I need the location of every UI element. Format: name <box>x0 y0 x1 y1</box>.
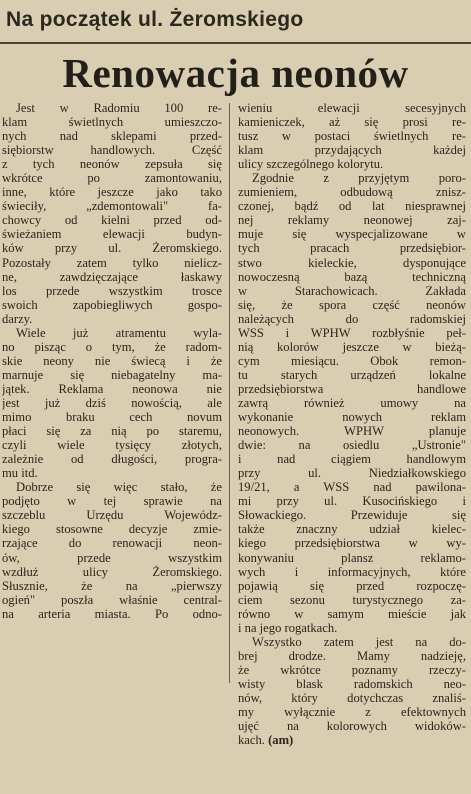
text-line: marnuje się niebagatelny ma- <box>2 367 222 382</box>
text-line: ogień" poszła właśnie central- <box>2 592 222 607</box>
text-line: kiego przedsiębiorstwa w wy- <box>238 536 466 551</box>
text-line: pojawią się przed rozpoczę- <box>238 578 466 593</box>
text-line: należących do radomskiej <box>238 311 466 326</box>
text-line: ulicy szczególnego kolorytu. <box>238 157 384 172</box>
text-line: kamieniczek, aż się prosi re- <box>238 115 466 130</box>
text-line: nów, który dotychczas znaliś- <box>238 690 466 705</box>
text-line: Jest w Radomiu 100 re- <box>16 101 222 115</box>
text-line: inne, które jeszcze jako tako <box>2 185 222 200</box>
column-divider <box>229 103 230 683</box>
text-line: swoich zapobiegliwych gospo- <box>2 297 222 312</box>
text-line: siębiorstw handlowych. Część <box>2 143 222 158</box>
text-line: podjęto w tej sprawie na <box>2 494 222 509</box>
text-line: Wiele już atramentu wyla- <box>16 325 222 340</box>
text-line: los przede wszystkim trosce <box>2 283 222 298</box>
text-line: no pisząc o tym, że radom- <box>2 339 222 354</box>
text-line: WSS i WPHW rozbłyśnie peł- <box>238 325 466 340</box>
text-line: nych nad sklepami przed- <box>2 129 222 144</box>
text-line: ów, przede wszystkim <box>2 550 222 565</box>
text-line: Dobrze się więc stało, że <box>16 480 222 495</box>
text-line: klam przydających każdej <box>238 143 466 158</box>
text-line: jest już dziś nowością, ale <box>2 395 222 410</box>
text-line: także znaczny udział kielec- <box>238 522 466 537</box>
text-line: my wyłącznie z efektownych <box>238 705 466 720</box>
text-line: kach. (am) <box>238 733 294 748</box>
text-line: wkrótce po zamontowaniu, <box>2 171 222 186</box>
text-line: z tych neonów zepsuła się <box>2 157 222 172</box>
text-line: wykonanie nowych reklam <box>238 410 466 425</box>
text-line: ciem sezonu turystycznego za- <box>238 592 466 607</box>
text-line: darzy. <box>2 311 33 326</box>
text-line: przedsiębiorstwa handlowe <box>238 381 466 396</box>
right-column <box>238 101 466 747</box>
text-line: wisty blask radomskich neo- <box>238 676 466 691</box>
text-line: czyli wiele tysięcy złotych, <box>2 438 222 453</box>
text-line: mimo braku cech novum <box>2 410 222 425</box>
text-line: brej drodze. Mamy nadzieję, <box>238 648 466 663</box>
text-line: klam świetlnych umieszczo- <box>2 115 222 130</box>
author-signature: (am) <box>268 733 294 748</box>
text-line: neonowych. WPHW planuje <box>238 424 466 439</box>
text-line: świeżaniem elewacji budyn- <box>2 227 222 242</box>
article-headline: Renowacja neonów <box>62 50 409 96</box>
text-line: ne, zawdzięczające łaskawy <box>2 269 222 284</box>
text-line: ujęć na kolorowych widoków- <box>238 719 466 734</box>
text-line: w Starachowicach. Zakłada <box>238 283 466 298</box>
text-line: wzdłuż ulicy Żeromskiego. <box>2 564 222 579</box>
text-line: mu itd. <box>2 466 38 481</box>
text-line: konywaniu plansz reklamo- <box>238 550 466 565</box>
text-line: rzające do renowacji neon- <box>2 536 222 551</box>
text-line: zumieniem, odbudową znisz- <box>238 185 466 200</box>
text-line: stwo kieleckie, dysponujące <box>238 255 466 270</box>
text-line: nią kolorów jeszcze w bieżą- <box>238 339 466 354</box>
text-line: wieniu elewacji secesyjnych <box>238 101 466 115</box>
text-line: Wszystko zatem jest na do- <box>252 634 466 649</box>
text-line: skie neony nie świecą i że <box>2 353 222 368</box>
text-line: szczeblu Urzędu Wojewódz- <box>2 508 222 523</box>
text-line: cym miesiącu. Obok remon- <box>238 353 466 368</box>
text-line: kiego stosowne decyzje zmie- <box>2 522 222 537</box>
text-line: zawrą również umowy na <box>238 395 466 410</box>
text-line: nej reklamy neonowej zaj- <box>238 213 466 228</box>
text-line: chowcy od kielni przed od- <box>2 213 222 228</box>
text-line: jątek. Reklama neonowa nie <box>2 381 222 396</box>
text-line: i na jego rogatkach. <box>238 620 338 635</box>
text-line: czonej, bądź od lat niesprawnej <box>238 199 466 214</box>
text-line: 19/21, a WSS nad pawilona- <box>238 480 466 495</box>
text-line: Pozostały zatem tylko nielicz- <box>2 255 222 270</box>
text-line: tusz w postaci świetlnych re- <box>238 129 466 144</box>
text-line: Słowackiego. Przewiduje się <box>238 508 466 523</box>
text-line: tych pracach przedsiębior- <box>238 241 466 256</box>
text-line: nowoczesną bazą techniczną <box>238 269 466 284</box>
text-line: płaci się za nią po staremu, <box>2 424 222 439</box>
text-line: Słusznie, że na „pierwszy <box>2 578 222 593</box>
text-line: że wkrótce poznamy rzeczy- <box>238 662 466 677</box>
text-line: mi przy ul. Kusocińskiego i <box>238 494 466 509</box>
text-line: równo w samym mieście jak <box>238 606 466 621</box>
text-line: przy ul. Niedziałkowskiego <box>238 466 466 481</box>
text-line: się, że spora część neonów <box>238 297 466 312</box>
kicker-heading: Na początek ul. Żeromskiego <box>6 8 304 31</box>
text-line: muje się wyspecjalizowane w <box>238 227 466 242</box>
text-line: świeciły, „zdemontowali" fa- <box>2 199 222 214</box>
text-line: zależnie od długości, progra- <box>2 452 222 467</box>
text-line: dwie: na osiedlu „Ustronie" <box>238 438 466 453</box>
text-line: na arteria miasta. Po odno- <box>2 606 222 621</box>
heading-rule <box>0 42 471 44</box>
text-line: i nad ciągiem handlowym <box>238 452 466 467</box>
text-line: wych i informacyjnych, które <box>238 564 466 579</box>
text-line: Zgodnie z przyjętym poro- <box>252 171 466 186</box>
text-line: ków przy ul. Żeromskiego. <box>2 241 222 256</box>
left-column <box>2 101 222 621</box>
text-line: tu starych urządzeń lokalne <box>238 367 466 382</box>
